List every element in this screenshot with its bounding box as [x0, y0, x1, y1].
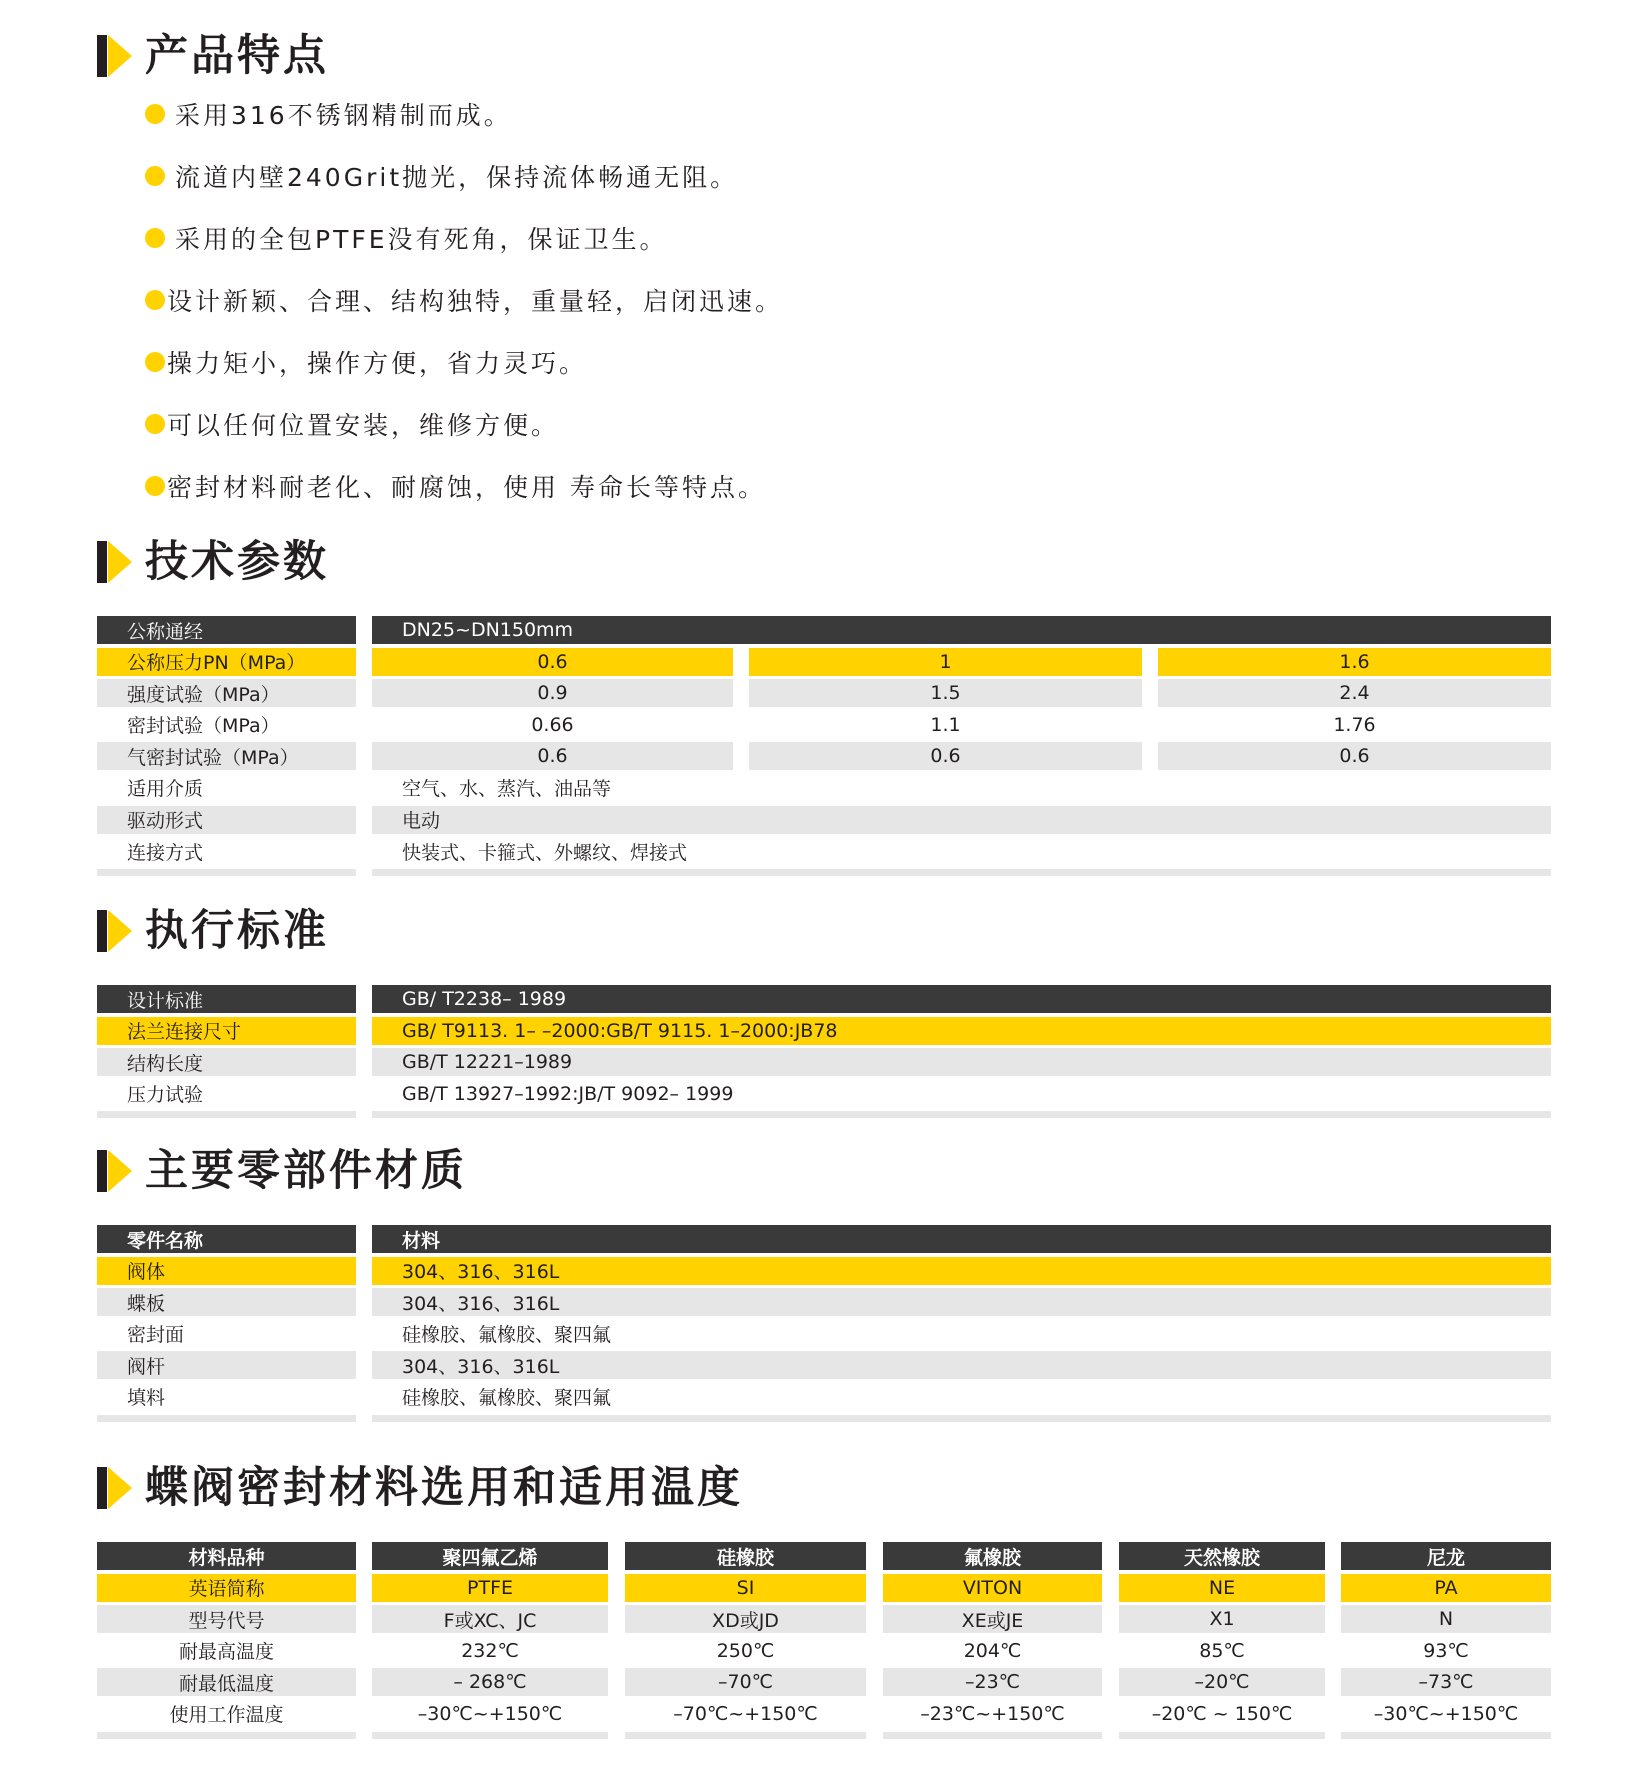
row-label: 使用工作温度 — [97, 1700, 356, 1728]
table-row — [97, 1700, 1551, 1732]
row-label: 英语简称 — [97, 1574, 356, 1602]
table-row — [97, 1574, 1551, 1606]
bullet-dot-icon — [145, 228, 165, 248]
value-cell: XE或JE — [883, 1605, 1102, 1633]
value-cell: –73℃ — [1341, 1668, 1551, 1696]
heading-marker-bar — [97, 910, 107, 952]
column-header: 材料 — [372, 1225, 1551, 1253]
row-label: 密封试验（MPa） — [97, 711, 356, 739]
feature-item — [145, 96, 512, 132]
column-header: 天然橡胶 — [1119, 1542, 1325, 1570]
row-value: GB/T 13927–1992:JB/T 9092– 1999 — [372, 1080, 1551, 1108]
heading-marker-bar — [97, 1150, 107, 1192]
value-cell: –23℃~+150℃ — [883, 1700, 1102, 1728]
specs-table — [97, 616, 1551, 879]
value-cell: 250℃ — [625, 1637, 866, 1665]
table-row — [97, 1017, 1551, 1049]
value-cell: 1.5 — [749, 679, 1142, 707]
heading-marker-bar — [97, 35, 107, 77]
bullet-dot-icon — [145, 352, 165, 372]
row-label: 气密封试验（MPa） — [97, 742, 356, 770]
feature-item — [145, 282, 783, 318]
value-cell: –30℃~+150℃ — [1341, 1700, 1551, 1728]
row-label: 法兰连接尺寸 — [97, 1017, 356, 1045]
row-value: GB/ T2238– 1989 — [372, 985, 1551, 1013]
row-value: 硅橡胶、氟橡胶、聚四氟 — [372, 1383, 1551, 1411]
value-cell: –23℃ — [883, 1668, 1102, 1696]
table-bottom-rule — [97, 1415, 1551, 1425]
feature-text: 操力矩小，操作方便，省力灵巧。 — [167, 349, 588, 378]
materials-table — [97, 1225, 1551, 1425]
value-cell: F或XC、JC — [372, 1605, 608, 1633]
table-row — [97, 774, 1551, 806]
table-row — [97, 1351, 1551, 1383]
table-row — [97, 1637, 1551, 1669]
table-header-row — [97, 1225, 1551, 1257]
seal-table — [97, 1542, 1551, 1742]
section-heading-seal — [97, 1465, 743, 1511]
table-header-row — [97, 1542, 1551, 1574]
value-cell: 93℃ — [1341, 1637, 1551, 1665]
heading-marker-bar — [97, 1467, 107, 1509]
bullet-dot-icon — [145, 290, 165, 310]
value-cell: 0.6 — [749, 742, 1142, 770]
feature-text: 可以任何位置安装，维修方便。 — [167, 411, 560, 440]
section-heading-materials — [97, 1148, 467, 1194]
feature-text: 采用316不锈钢精制而成。 — [175, 101, 512, 130]
table-row — [97, 1605, 1551, 1637]
row-label: 压力试验 — [97, 1080, 356, 1108]
value-cell: 1.1 — [749, 711, 1142, 739]
section-title: 蝶阀密封材料选用和适用温度 — [145, 1463, 743, 1513]
row-label: 型号代号 — [97, 1605, 356, 1633]
value-cell: X1 — [1119, 1605, 1325, 1633]
table-row — [97, 1383, 1551, 1415]
row-label: 结构长度 — [97, 1048, 356, 1076]
section-heading-standards — [97, 908, 329, 954]
table-row — [97, 648, 1551, 680]
row-label: 阀体 — [97, 1257, 356, 1285]
bullet-dot-icon — [145, 476, 165, 496]
column-header: 零件名称 — [97, 1225, 356, 1253]
bullet-dot-icon — [145, 414, 165, 434]
table-row — [97, 679, 1551, 711]
value-cell: –20℃ ~ 150℃ — [1119, 1700, 1325, 1728]
value-cell: –70℃ — [625, 1668, 866, 1696]
table-row — [97, 742, 1551, 774]
row-label: 公称压力PN（MPa） — [97, 648, 356, 676]
table-row — [97, 1080, 1551, 1112]
feature-item — [145, 158, 738, 194]
value-cell: 232℃ — [372, 1637, 608, 1665]
row-label: 公称通经 — [97, 616, 356, 644]
section-title: 主要零部件材质 — [145, 1146, 467, 1196]
row-value: GB/ T9113. 1– –2000:GB/T 9115. 1–2000:JB78 — [372, 1017, 1551, 1045]
row-value: GB/T 12221–1989 — [372, 1048, 1551, 1076]
heading-marker-bar — [97, 541, 107, 583]
table-row — [97, 806, 1551, 838]
table-bottom-rule — [97, 869, 1551, 879]
heading-marker-arrow — [108, 541, 132, 583]
row-value: 硅橡胶、氟橡胶、聚四氟 — [372, 1320, 1551, 1348]
table-row — [97, 616, 1551, 648]
row-value: 304、316、316L — [372, 1288, 1551, 1316]
feature-text: 流道内壁240Grit抛光，保持流体畅通无阻。 — [175, 163, 739, 192]
row-label: 耐最低温度 — [97, 1668, 356, 1696]
row-label: 阀杆 — [97, 1351, 356, 1379]
row-label: 强度试验（MPa） — [97, 679, 356, 707]
value-cell: –30℃~+150℃ — [372, 1700, 608, 1728]
value-cell: 0.9 — [372, 679, 733, 707]
value-cell: N — [1341, 1605, 1551, 1633]
value-cell: PA — [1341, 1574, 1551, 1602]
value-cell: 0.66 — [372, 711, 733, 739]
section-title: 产品特点 — [145, 31, 329, 81]
value-cell: XD或JD — [625, 1605, 866, 1633]
feature-item — [145, 406, 559, 442]
row-label: 蝶板 — [97, 1288, 356, 1316]
table-row — [97, 985, 1551, 1017]
value-cell: NE — [1119, 1574, 1325, 1602]
standards-table — [97, 985, 1551, 1121]
table-bottom-rule — [97, 1732, 1551, 1742]
row-value: 快装式、卡箍式、外螺纹、焊接式 — [372, 837, 1551, 865]
column-header: 氟橡胶 — [883, 1542, 1102, 1570]
row-label: 填料 — [97, 1383, 356, 1411]
section-title: 技术参数 — [145, 537, 329, 587]
value-cell: VITON — [883, 1574, 1102, 1602]
table-row — [97, 1048, 1551, 1080]
value-cell: 1.6 — [1158, 648, 1551, 676]
value-cell: 1 — [749, 648, 1142, 676]
column-header: 尼龙 — [1341, 1542, 1551, 1570]
heading-marker-arrow — [108, 35, 132, 77]
value-cell: SI — [625, 1574, 866, 1602]
column-header: 聚四氟乙烯 — [372, 1542, 608, 1570]
value-cell: – 268℃ — [372, 1668, 608, 1696]
bullet-dot-icon — [145, 104, 165, 124]
table-row — [97, 1320, 1551, 1352]
row-label: 连接方式 — [97, 837, 356, 865]
feature-item — [145, 344, 587, 380]
table-row — [97, 711, 1551, 743]
value-cell: 0.6 — [372, 742, 733, 770]
heading-marker-arrow — [108, 1150, 132, 1192]
feature-text: 密封材料耐老化、耐腐蚀，使用 寿命长等特点。 — [167, 473, 766, 502]
value-cell: 0.6 — [1158, 742, 1551, 770]
table-row — [97, 837, 1551, 869]
section-heading-specs — [97, 539, 329, 585]
value-cell: 204℃ — [883, 1637, 1102, 1665]
bullet-dot-icon — [145, 166, 165, 186]
row-value: 304、316、316L — [372, 1257, 1551, 1285]
column-header: 硅橡胶 — [625, 1542, 866, 1570]
value-cell: 0.6 — [372, 648, 733, 676]
table-bottom-rule — [97, 1111, 1551, 1121]
row-value: DN25~DN150mm — [372, 616, 1551, 644]
row-value: 空气、水、蒸汽、油品等 — [372, 774, 1551, 802]
row-label: 密封面 — [97, 1320, 356, 1348]
row-value: 304、316、316L — [372, 1351, 1551, 1379]
value-cell: 1.76 — [1158, 711, 1551, 739]
value-cell: –70℃~+150℃ — [625, 1700, 866, 1728]
section-title: 执行标准 — [145, 906, 329, 956]
column-header: 材料品种 — [97, 1542, 356, 1570]
feature-item — [145, 220, 668, 256]
feature-text: 设计新颖、合理、结构独特，重量轻，启闭迅速。 — [167, 287, 784, 316]
section-heading-features — [97, 33, 329, 79]
row-label: 耐最高温度 — [97, 1637, 356, 1665]
table-row — [97, 1257, 1551, 1289]
heading-marker-arrow — [108, 1467, 132, 1509]
row-label: 驱动形式 — [97, 806, 356, 834]
table-row — [97, 1288, 1551, 1320]
value-cell: 85℃ — [1119, 1637, 1325, 1665]
table-row — [97, 1668, 1551, 1700]
value-cell: –20℃ — [1119, 1668, 1325, 1696]
row-value: 电动 — [372, 806, 1551, 834]
row-label: 设计标准 — [97, 985, 356, 1013]
feature-text: 采用的全包PTFE没有死角，保证卫生。 — [175, 225, 668, 254]
heading-marker-arrow — [108, 910, 132, 952]
value-cell: 2.4 — [1158, 679, 1551, 707]
value-cell: PTFE — [372, 1574, 608, 1602]
feature-item — [145, 468, 766, 504]
row-label: 适用介质 — [97, 774, 356, 802]
